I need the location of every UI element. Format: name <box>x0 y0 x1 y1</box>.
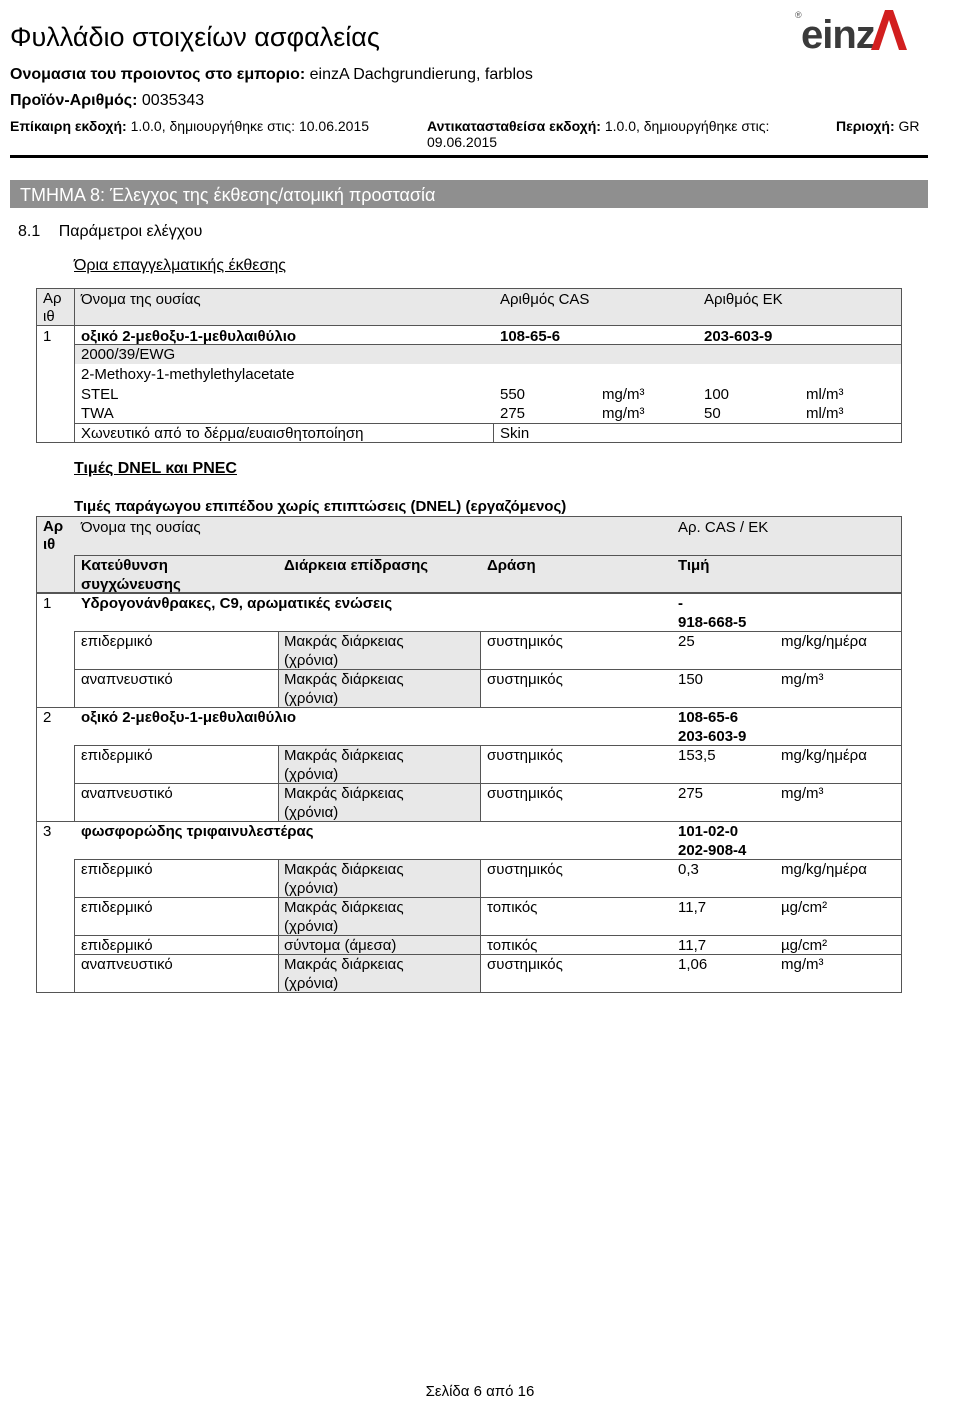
dnel-substance-cas: - <box>678 595 683 612</box>
dnel-header-duration: Διάρκεια επίδρασης <box>284 557 429 574</box>
product-number-line <box>10 92 204 110</box>
oel-twa-value-2: 50 <box>704 405 721 422</box>
section-8-bar <box>10 180 928 208</box>
dnel-route: αναπνευστικό <box>81 785 173 802</box>
dnel-substance-name: φωσφορώδης τριφαινυλεστέρας <box>81 823 314 840</box>
dnel-substance-cas: 101-02-0 <box>678 823 739 840</box>
dnel-value: 275 <box>678 785 704 802</box>
dnel-value: 25 <box>678 633 695 650</box>
region-value: GR <box>898 118 920 134</box>
current-version-label: Επίκαιρη εκδοχή: <box>10 118 127 134</box>
oel-skin-value-cell <box>493 423 902 443</box>
oel-twa-label: TWA <box>81 405 114 422</box>
dnel-duration: Μακράς διάρκειας (χρόνια) <box>284 956 404 992</box>
product-number-label: Προϊόν-Αριθμός: <box>10 92 138 109</box>
oel-stel-unit-1: mg/m³ <box>602 386 645 403</box>
dnel-unit: mg/m³ <box>781 671 824 688</box>
dnel-effect: συστημικός <box>487 747 563 764</box>
oel-stel-unit-2: ml/m³ <box>806 386 844 403</box>
dnel-heading: Τιμές DNEL και PNEC <box>74 460 237 477</box>
oel-row-ek: 203-603-9 <box>704 328 773 345</box>
dnel-substance-no: 1 <box>43 595 52 612</box>
dnel-value: 11,7 <box>678 899 707 916</box>
oel-skin-value: Skin <box>500 425 530 442</box>
dnel-effect: συστημικός <box>487 671 563 688</box>
dnel-substance-no: 3 <box>43 823 52 840</box>
einza-logo <box>793 4 913 56</box>
dnel-duration: Μακράς διάρκειας (χρόνια) <box>284 861 404 897</box>
dnel-value: 1,06 <box>678 956 708 973</box>
current-version-value: 1.0.0, δημιουργήθηκε στις: 10.06.2015 <box>130 118 370 134</box>
current-version <box>10 118 369 134</box>
oel-row-cas: 108-65-6 <box>500 328 561 345</box>
dnel-unit: mg/m³ <box>781 956 824 973</box>
replaced-version-date: 09.06.2015 <box>427 134 498 150</box>
dnel-substance-name: Υδρογονάνθρακες, C9, αρωματικές ενώσεις <box>81 595 393 612</box>
oel-header-cas: Αριθμός CAS <box>500 291 590 308</box>
dnel-unit: mg/kg/ημέρα <box>781 633 867 650</box>
replaced-version-value: 1.0.0, δημιουργήθηκε στις: <box>604 118 770 134</box>
dnel-header-no: Αρ ιθ <box>43 518 64 553</box>
dnel-value: 150 <box>678 671 704 688</box>
dnel-unit: mg/m³ <box>781 785 824 802</box>
oel-header-ek: Αριθμός ΕΚ <box>704 291 783 308</box>
dnel-route: επιδερμικό <box>81 861 153 878</box>
product-number-value: 0035343 <box>141 92 205 109</box>
section-8-title: ΤΜΗΜΑ 8: Έλεγχος της έκθεσης/ατομική προστασία <box>20 185 436 205</box>
replaced-version <box>427 118 769 134</box>
replaced-version-label: Αντικατασταθείσα εκδοχή: <box>427 118 601 134</box>
dnel-value: 0,3 <box>678 861 699 878</box>
dnel-route: επιδερμικό <box>81 937 153 954</box>
product-name-label: Ονομασια του προιοντος στο εμποριο: <box>10 66 306 83</box>
oel-header-name: Όνομα της ουσίας <box>81 291 201 308</box>
dnel-substance-no: 2 <box>43 709 52 726</box>
document-title: Φυλλάδιο στοιχείων ασφαλείας <box>10 22 380 52</box>
oel-stel-value-2: 100 <box>704 386 730 403</box>
dnel-header-route: Κατεύθυνση συγχώνευσης <box>81 557 181 593</box>
subsection-title: Παράμετροι ελέγχου <box>58 223 203 240</box>
subsection-number: 8.1 <box>18 223 41 240</box>
dnel-duration: Μακράς διάρκειας (χρόνια) <box>284 633 404 669</box>
dnel-substance-ek: 202-908-4 <box>678 842 747 859</box>
dnel-duration: Μακράς διάρκειας (χρόνια) <box>284 785 404 821</box>
dnel-effect: συστημικός <box>487 633 563 650</box>
dnel-route: αναπνευστικό <box>81 956 173 973</box>
dnel-unit: µg/cm² <box>781 899 828 916</box>
dnel-duration: Μακράς διάρκειας (χρόνια) <box>284 747 404 783</box>
dnel-header-name: Όνομα της ουσίας <box>81 519 201 536</box>
dnel-substance-cas: 108-65-6 <box>678 709 739 726</box>
oel-english-name: 2-Methoxy-1-methylethylacetate <box>81 366 295 383</box>
svg-text:einz: einz <box>801 13 875 56</box>
region-label: Περιοχή: <box>836 118 895 134</box>
oel-row-no: 1 <box>43 328 52 345</box>
dnel-route: επιδερμικό <box>81 633 153 650</box>
header-divider <box>10 155 928 158</box>
dnel-duration: Μακράς διάρκειας (χρόνια) <box>284 899 404 935</box>
dnel-effect: συστημικός <box>487 956 563 973</box>
oel-twa-value-1: 275 <box>500 405 526 422</box>
oel-stel-value-1: 550 <box>500 386 526 403</box>
dnel-unit: mg/kg/ημέρα <box>781 861 867 878</box>
dnel-unit: mg/kg/ημέρα <box>781 747 867 764</box>
dnel-value: 153,5 <box>678 747 716 764</box>
region <box>836 118 920 134</box>
dnel-effect: συστημικός <box>487 861 563 878</box>
dnel-substance-name: οξικό 2-μεθοξυ-1-μεθυλαιθύλιο <box>81 709 297 726</box>
subsection-8-1 <box>18 223 202 241</box>
dnel-value: 11,7 <box>678 937 707 954</box>
product-name-value: einzA Dachgrundierung, farblos <box>309 66 533 83</box>
dnel-duration: σύντομα (άμεσα) <box>284 937 397 954</box>
oel-directive: 2000/39/EWG <box>75 345 901 364</box>
oel-twa-unit-2: ml/m³ <box>806 405 844 422</box>
logo-reg-mark: ® <box>795 10 802 20</box>
oel-skin-label: Χωνευτικό από το δέρμα/ευαισθητοποίηση <box>81 425 364 442</box>
product-name-line <box>10 66 533 84</box>
dnel-unit: µg/cm² <box>781 937 828 954</box>
dnel-substance-ek: 918-668-5 <box>678 614 747 631</box>
oel-twa-unit-1: mg/m³ <box>602 405 645 422</box>
dnel-route: επιδερμικό <box>81 899 153 916</box>
dnel-header-cas: Αρ. CAS / ΕΚ <box>678 519 769 536</box>
dnel-route: αναπνευστικό <box>81 671 173 688</box>
dnel-substance-ek: 203-603-9 <box>678 728 747 745</box>
oel-row-name: οξικό 2-μεθοξυ-1-μεθυλαιθύλιο <box>81 328 297 345</box>
dnel-effect: συστημικός <box>487 785 563 802</box>
dnel-route: επιδερμικό <box>81 747 153 764</box>
oel-stel-label: STEL <box>81 386 119 403</box>
oel-header-no: Αρ ιθ <box>43 290 62 325</box>
page-number: Σελίδα 6 από 16 <box>425 1383 535 1400</box>
dnel-subheading: Τιμές παράγωγου επιπέδου χωρίς επιπτώσεις (DNEL) (εργαζόμενος) <box>74 498 567 515</box>
dnel-header-effect: Δράση <box>487 557 536 574</box>
dnel-effect: τοπικός <box>487 937 538 954</box>
dnel-duration: Μακράς διάρκειας (χρόνια) <box>284 671 404 707</box>
oel-heading: Όρια επαγγελματικής έκθεσης <box>74 257 286 274</box>
dnel-header-value: Τιμή <box>678 557 710 574</box>
dnel-effect: τοπικός <box>487 899 538 916</box>
